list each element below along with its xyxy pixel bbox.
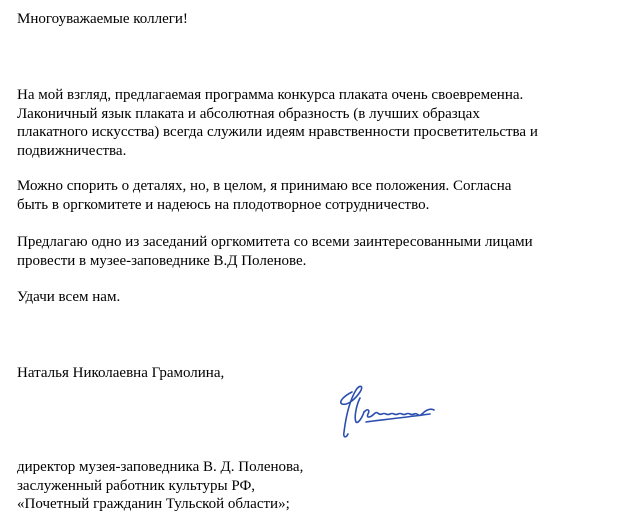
title-line: директор музея-заповедника В. Д. Поленова, <box>17 459 304 475</box>
paragraph-2-line: Можно спорить о деталях, но, в целом, я принимаю все положения. Согласна <box>17 178 512 194</box>
title-line: «Почетный гражданин Тульской области»; <box>17 496 290 512</box>
paragraph-1-line: Лаконичный язык плаката и абсолютная образность (в лучших образцах <box>17 105 480 122</box>
signature-strokes <box>341 386 434 436</box>
paragraph-1-line: плакатного искусства) всегда служили идеям нравственности просветительства и <box>17 124 538 140</box>
paragraph-3-line: Предлагаю одно из заседаний оргкомитета со всеми заинтересованными лицами <box>17 234 533 250</box>
paragraph-3-line: провести в музее-заповеднике В.Д Поленове. <box>17 252 307 269</box>
greeting: Многоуважаемые коллеги! <box>17 11 188 27</box>
paragraph-4 <box>17 288 120 307</box>
paragraph-1-line: подвижничества. <box>17 142 127 159</box>
paragraph-3 <box>17 233 533 270</box>
signatory-name: Наталья Николаевна Грамолина, <box>17 365 225 381</box>
paragraph-2 <box>17 177 511 214</box>
paragraph-1-line: На мой взгляд, предлагаемая программа конкурса плаката очень своевременна. <box>17 87 524 103</box>
paragraph-4-line: Удачи всем нам. <box>17 289 121 305</box>
title-line: заслуженный работник культуры РФ, <box>17 477 256 494</box>
signatory-titles <box>17 458 303 514</box>
paragraph-1 <box>17 86 538 160</box>
paragraph-2-line: быть в оргкомитете и надеюсь на плодотворное сотрудничество. <box>17 196 430 213</box>
handwritten-signature <box>330 378 440 448</box>
